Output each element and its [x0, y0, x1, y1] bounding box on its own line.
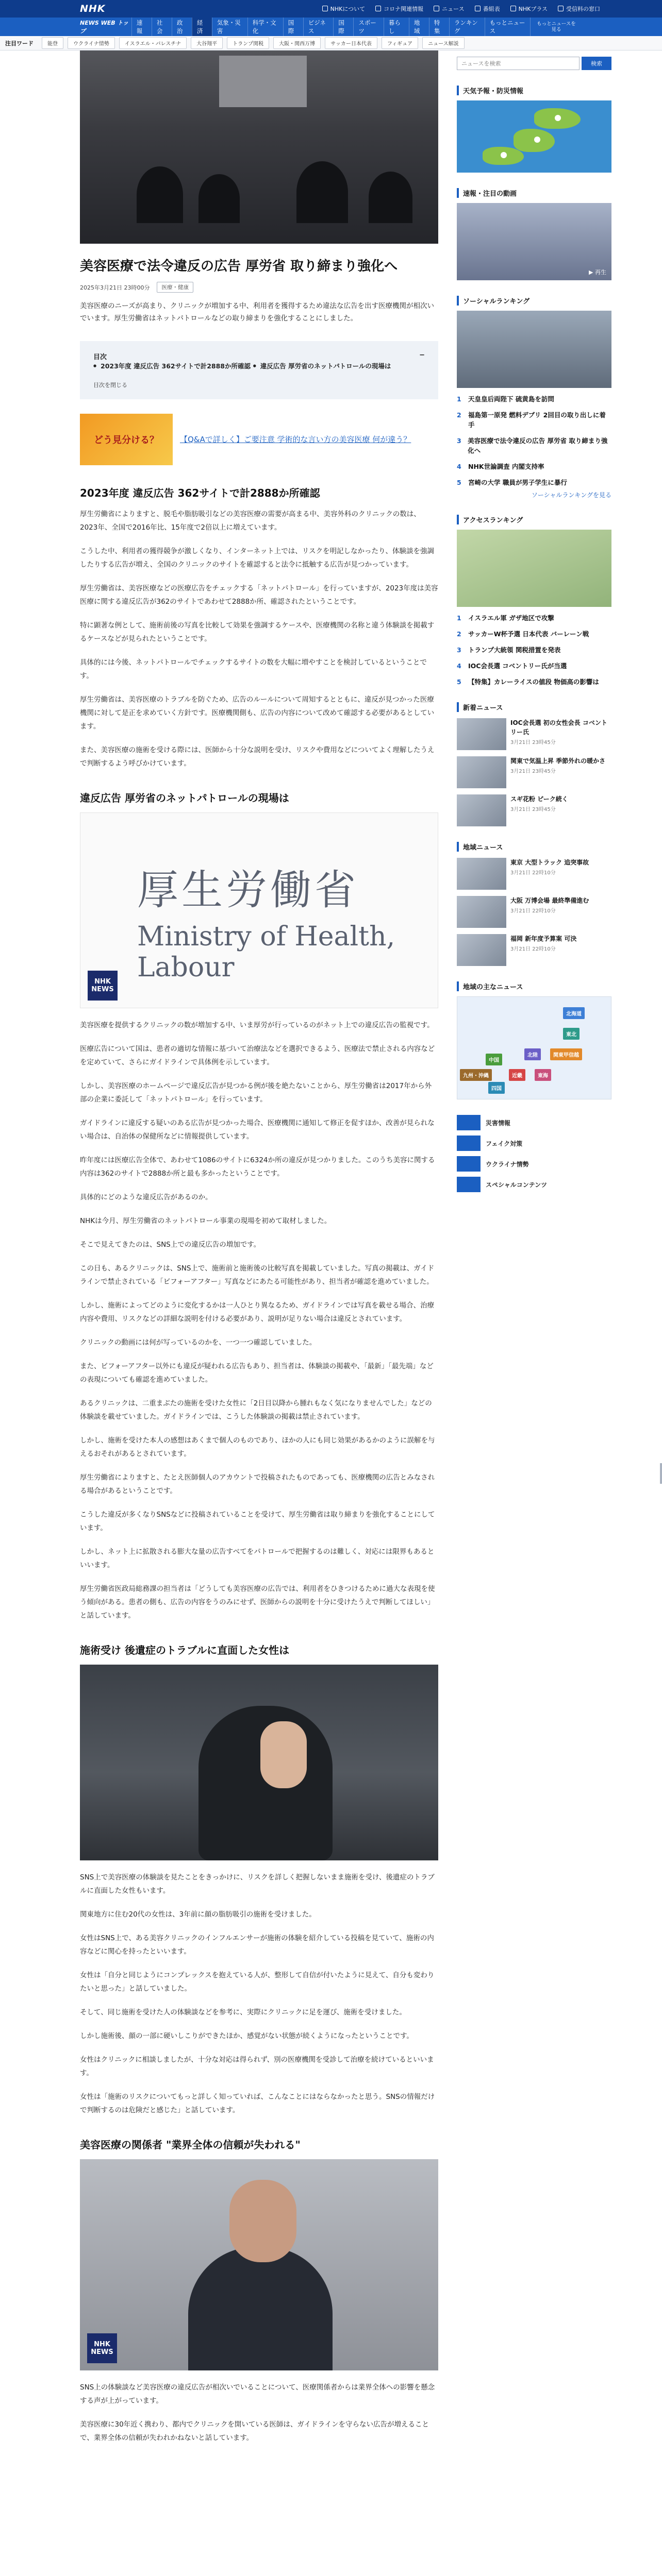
region-kinki[interactable]: 近畿 — [509, 1069, 525, 1081]
qa-banner[interactable] — [80, 414, 438, 465]
shield-icon — [457, 1136, 481, 1151]
paragraph: 厚生労働省は、美容医療などの医療広告をチェックする「ネットパトロール」を行っていますが、2023年度は美容医療に関する違反広告が362のサイトであわせて2888か所、確認されたということです。 — [80, 584, 438, 606]
list-item[interactable]: 1 天皇皇后両陛下 硫黄島を訪問 — [457, 395, 554, 403]
photo-face — [229, 2180, 296, 2262]
paragraph: この日も、あるクリニックは、SNS上で、施術前と施術後の比較写真を掲載していました。写真の掲載は、ガイドラインで禁止されている「ビフォーアフター」写真などにあたる可能性があり、担当者が確認を進めていました。 — [80, 1264, 435, 1286]
paragraph: しかし、施術によってどのように変化するかは一人ひとり異なるため、ガイドラインでは写真を載せる場合、治療内容や費用、リスクなどの詳細な説明を付ける必要があり、説明が足りない場合は違反とされています。 — [80, 1301, 435, 1323]
nhk-logo[interactable]: NHK — [80, 3, 106, 14]
rank-number: 2 — [457, 411, 461, 419]
nav-item-life[interactable]: 暮らし — [384, 18, 409, 36]
news-thumbnail — [457, 756, 506, 788]
nav-item-economy[interactable]: 経済 — [192, 18, 212, 36]
nav-item-more-news[interactable]: もっとニュースを見る — [530, 18, 582, 36]
nav-item-society[interactable]: 社会 — [152, 18, 172, 36]
top-link-corona[interactable]: コロナ関連情報 — [375, 5, 423, 13]
info-icon — [322, 6, 328, 11]
woman-interview-photo — [80, 1665, 438, 1860]
paragraph: 関東地方に住む20代の女性は、3年前に顔の脂肪吸引の施術を受けました。 — [80, 1910, 316, 1919]
list-item[interactable]: 3 美容医療で法令違反の広告 厚労省 取り締まり強化へ — [457, 437, 608, 454]
trending-tag[interactable]: フィギュア — [382, 37, 418, 49]
toc-close-button[interactable]: 目次を閉じる — [93, 382, 127, 388]
featured-video[interactable] — [457, 203, 611, 280]
trending-tag[interactable]: サッカー日本代表 — [325, 37, 377, 49]
region-hokuriku[interactable]: 北陸 — [524, 1048, 541, 1060]
mhlw-sign-photo — [80, 812, 438, 1008]
nav-item-more[interactable]: もっとニュース — [485, 18, 530, 36]
main-nav — [0, 18, 662, 36]
weather-section — [457, 86, 611, 173]
trending-tag[interactable]: 大阪・関西万博 — [273, 37, 321, 49]
paragraph: SNS上で美容医療の体験談を見たことをきっかけに、リスクを詳しく把握しないまま施術を受け、後遺症のトラブルに直面した女性もいます。 — [80, 1873, 435, 1895]
section-title[interactable]: アクセスランキング — [457, 515, 611, 524]
nav-item-international-2[interactable]: 国際 — [333, 18, 353, 36]
list-item[interactable]: IOC会長選 初の女性会長 コベントリー氏 3月21日 23時45分 — [457, 718, 611, 750]
list-item[interactable]: 4 IOC会長選 コベントリー氏が当選 — [457, 662, 567, 670]
search-input[interactable] — [457, 57, 580, 70]
section-title[interactable]: 地域ニュース — [457, 842, 611, 852]
article-category-tag[interactable]: 医療・健康 — [157, 282, 193, 293]
mhlw-sign-jp: 厚生労働省 — [137, 866, 359, 914]
trending-tag[interactable]: 能登 — [42, 37, 63, 49]
info-icon — [375, 6, 381, 11]
quick-link-ukraine[interactable]: ウクライナ情勢 — [457, 1156, 611, 1172]
nav-brand[interactable]: NEWS WEB トップ — [80, 20, 129, 35]
region-map-section — [457, 981, 611, 1099]
mhlw-sign-en: Ministry of Health, Labour — [137, 921, 395, 983]
quick-link-fake[interactable]: フェイク対策 — [457, 1136, 611, 1151]
trending-tag[interactable]: トランプ関税 — [227, 37, 269, 49]
paragraph: 美容医療に30年近く携わり、都内でクリニックを開いている医師は、ガイドラインを守らない広告が増えることで、業界全体の信頼が失われかねないと話しています。 — [80, 2420, 429, 2442]
top-link-schedule[interactable]: 番組表 — [475, 5, 500, 13]
paragraph: こうした中、利用者の獲得競争が激しくなり、インターネット上では、リスクを明記しなかったり、体験談を強調したりする広告が増え、全国のクリニックのサイトを確認すると法令に抵触する広告が見つかっています。 — [80, 547, 435, 569]
region-tohoku[interactable]: 東北 — [563, 1028, 580, 1040]
nav-item-ranking[interactable]: ランキング — [449, 18, 485, 36]
list-item[interactable]: 5 【特集】カレーライスの値段 物価高の影響は — [457, 678, 599, 686]
list-item[interactable]: 4 NHK世論調査 内閣支持率 — [457, 463, 544, 470]
paragraph: 厚生労働省によりますと、脱毛や脂肪吸引などの美容医療の需要が高まる中、美容外科のクリニックの数は、2023年、全国で2016年比、15年度で2倍以上に増えています。 — [80, 510, 421, 532]
paragraph: 女性はクリニックに相談しましたが、十分な対応は得られず、別の医療機関を受診して治療を続けているといいます。 — [80, 2056, 434, 2077]
list-item[interactable]: 大阪 万博会場 最終準備進む 3月21日 22時10分 — [457, 896, 611, 928]
list-item[interactable]: 1 イスラエル軍 ガザ地区で攻撃 — [457, 614, 554, 622]
section-title[interactable]: ソーシャルランキング — [457, 296, 611, 306]
list-item[interactable]: 関東で気温上昇 季節外れの暖かさ 3月21日 23時45分 — [457, 756, 611, 788]
trending-label: 注目ワード — [5, 40, 34, 47]
more-ranking-link[interactable]: ソーシャルランキングを見る — [531, 492, 611, 499]
rank-number: 5 — [457, 479, 461, 486]
paragraph: こうした違反が多くなりSNSなどに投稿されていることを受けて、厚生労働省は取り締まりを強化することにしています。 — [80, 1511, 435, 1532]
paragraph: しかし、施術を受けた本人の感想はあくまで個人のものであり、ほかの人にも同じ効果があるかのように誤解を与えるおそれがあるとされています。 — [80, 1436, 435, 1458]
paragraph: NHKは今月、厚生労働省のネットパトロール事業の現場を初めて取材しました。 — [80, 1217, 332, 1225]
article-meta — [80, 282, 438, 293]
hero-silhouette — [369, 172, 412, 223]
section-title[interactable]: 速報・注目の動画 — [457, 188, 611, 198]
rank-number: 2 — [457, 630, 461, 638]
top-links — [322, 5, 600, 13]
qa-image: どう見分ける？ — [80, 414, 173, 465]
access-ranking-section — [457, 515, 611, 687]
section-heading: 違反広告 厚労省のネットパトロールの現場は — [80, 792, 289, 804]
quick-link-special[interactable]: スペシャルコンテンツ — [457, 1177, 611, 1192]
hero-silhouette — [296, 161, 348, 223]
region-map — [457, 996, 611, 1099]
globe-icon — [457, 1156, 481, 1172]
paragraph: しかし、ネット上に拡散される膨大な量の広告すべてをパトロールで把握するのは難しく、対応には限界もあるといいます。 — [80, 1548, 435, 1569]
scrollbar-thumb[interactable] — [660, 1463, 662, 1484]
play-icon — [510, 6, 516, 11]
news-thumbnail — [457, 934, 506, 966]
region-kanto[interactable]: 関東甲信越 — [550, 1048, 582, 1060]
paragraph: あるクリニックは、二重まぶたの施術を受けた女性に「2日目以降から腫れもなく気になりませんでした」などの体験談を載せていました。ガイドラインでは、こうした体験談の掲載は禁止されています。 — [80, 1399, 432, 1421]
paragraph: しかし施術後、顔の一部に硬いしこりができたほか、感覚がない状態が続くようになったということです。 — [80, 2032, 413, 2040]
toc-item[interactable]: ● 違反広告 厚労省のネットパトロールの現場は — [253, 362, 391, 370]
rank-number: 3 — [457, 437, 461, 445]
photo-hand — [260, 1721, 307, 1788]
nav-item-breaking[interactable]: 速報 — [131, 18, 152, 36]
section-title: 地域の主なニュース — [457, 981, 611, 991]
nhk-news-badge: NHK NEWS — [88, 971, 118, 1001]
article — [80, 50, 438, 2455]
top-link-news[interactable]: ニュース — [434, 5, 464, 13]
paragraph: また、美容医療の施術を受ける際には、医師から十分な説明を受け、リスクや費用などについてよく理解したうえで判断するよう呼びかけています。 — [80, 746, 435, 768]
list-item[interactable]: 2 福島第一原発 燃料デブリ 2回目の取り出しに着手 — [457, 411, 606, 429]
rank-number: 3 — [457, 646, 461, 654]
doctor-interview-photo — [80, 2159, 438, 2370]
section-heading: 美容医療の関係者 "業界全体の信頼が失われる" — [80, 2139, 301, 2151]
top-header — [0, 0, 662, 18]
nhk-news-badge: NHK NEWS — [87, 2333, 117, 2363]
video-section — [457, 188, 611, 280]
news-thumbnail — [457, 794, 506, 826]
region-kyushu[interactable]: 九州・沖縄 — [460, 1069, 492, 1081]
search-button[interactable]: 検索 — [582, 57, 611, 70]
paragraph: 厚生労働省は、美容医療のトラブルを防ぐため、広告のルールについて周知するとともに、違反が見つかった医療機関に対して是正を求めていく方針です。医療機関側も、広告の内容について改めて確認する必要があるとしています。 — [80, 696, 435, 731]
trending-tag[interactable]: ニュース解説 — [422, 37, 465, 49]
paragraph: 美容医療を提供するクリニックの数が増加する中、いま厚労が行っているのがネット上での違反広告の監視です。 — [80, 1021, 434, 1029]
region-shikoku[interactable]: 四国 — [488, 1082, 505, 1094]
sidebar — [457, 50, 611, 2455]
list-item[interactable]: 福岡 新年度予算案 可決 3月21日 22時10分 — [457, 934, 611, 966]
hero-silhouette — [198, 174, 240, 223]
play-icon[interactable]: ▶ 再生 — [589, 269, 606, 276]
access-ranking-image[interactable] — [457, 530, 611, 607]
paragraph: そして、同じ施術を受けた人の体験談などを参考に、実際にクリニックに足を運び、施術を受けました。 — [80, 2008, 406, 2016]
list-item[interactable]: 3 トランプ大統領 関税措置を発表 — [457, 646, 561, 654]
paragraph: 具体的にどのような違反広告があるのか。 — [80, 1193, 212, 1201]
hero-screen — [219, 56, 307, 107]
section-heading: 2023年度 違反広告 362サイトで計2888か所確認 — [80, 487, 320, 499]
paragraph: ガイドラインに違反する疑いのある広告が見つかった場合、医療機関に通知して修正を促すほか、改善が見られない場合は、自治体の保健所などに情報提供しています。 — [80, 1119, 435, 1141]
rank-number: 4 — [457, 463, 461, 470]
top-link-about[interactable]: NHKについて — [322, 5, 366, 13]
paragraph: 医療広告について国は、患者の適切な情報に基づいて治療法などを選択できるよう、医療法で禁止される内容などを定めていて、さらにガイドラインで具体例を示しています。 — [80, 1045, 435, 1066]
paragraph: そこで見えてきたのは、SNS上での違反広告の増加です。 — [80, 1241, 261, 1249]
quick-links-section — [457, 1115, 611, 1192]
paragraph: 女性はSNS上で、ある美容クリニックのインフルエンサーが施術の体験を紹介している投稿を見ていて、施術の内容などに関心を持ったといいます。 — [80, 1934, 434, 1956]
list-item[interactable]: 東京 大型トラック 追突事故 3月21日 22時10分 — [457, 858, 611, 890]
nav-item-science[interactable]: 科学・文化 — [247, 18, 283, 36]
rank-number: 4 — [457, 662, 461, 670]
paragraph: 女性は「自分と同じようにコンプレックスを抱えている人が、整形して自信が付いたように見えて、自分も変わりたいと思った」と話していました。 — [80, 1971, 435, 1993]
nav-item-politics[interactable]: 政治 — [172, 18, 192, 36]
trending-tag[interactable]: イスラエル・パレスチナ — [119, 37, 187, 49]
rank-number: 1 — [457, 614, 461, 622]
top-link-fee[interactable]: 受信料の窓口 — [558, 5, 600, 13]
toc-toggle-icon[interactable]: − — [419, 351, 425, 359]
rank-number: 1 — [457, 395, 461, 403]
paragraph: 女性は「施術のリスクについてもっと詳しく知っていれば、こんなことにはならなかったと思う。SNSの情報だけで判断するのは危険だと感じた」と話しています。 — [80, 2093, 435, 2114]
region-tokai[interactable]: 東海 — [535, 1069, 551, 1081]
nav-item-feature[interactable]: 特集 — [429, 18, 449, 36]
social-ranking-image[interactable] — [457, 311, 611, 388]
photo-body — [188, 2247, 333, 2370]
table-of-contents — [80, 341, 438, 399]
paragraph: クリニックの動画には何が写っているのかを、一つ一つ確認していました。 — [80, 1338, 317, 1347]
star-icon — [457, 1177, 481, 1192]
paragraph: しかし、美容医療のホームページで違反広告が見つかる例が後を絶たないことから、厚生労働省は2017年から外部の企業に委託して「ネットパトロール」を行っています。 — [80, 1082, 432, 1104]
rank-number: 5 — [457, 678, 461, 686]
weather-sunny-icon — [534, 137, 540, 143]
weather-map[interactable] — [457, 100, 611, 173]
calendar-icon — [475, 6, 481, 11]
qa-link[interactable]: 【Q&Aで詳しく】ご要注意 学術的な言い方の美容医療 何が違う？ — [180, 435, 411, 444]
weather-sunny-icon — [555, 115, 561, 121]
local-news-section — [457, 842, 611, 966]
paragraph: 特に顕著な例として、施術前後の写真を比較して効果を強調するケースや、医療機関の名称と違う体験談を掲載するケースなどが見られたということです。 — [80, 621, 435, 643]
quick-link-disaster[interactable]: 災害情報 — [457, 1115, 611, 1130]
trending-tag[interactable]: ウクライナ情勢 — [68, 37, 115, 49]
article-date: 2025年3月21日 23時00分 — [80, 284, 150, 291]
paragraph: 厚生労働省によりますと、たとえ医師個人のアカウントで投稿されたものであっても、医療機関の広告とみなされる場合があるということです。 — [80, 1473, 435, 1495]
region-hokkaido[interactable]: 北海道 — [563, 1007, 585, 1019]
search-box — [457, 57, 611, 70]
paragraph: 具体的には今後、ネットパトロールでチェックするサイトの数を大幅に増やすことを検討しているということです。 — [80, 658, 427, 680]
news-thumbnail — [457, 896, 506, 928]
trending-words-bar — [0, 36, 662, 50]
section-heading: 施術受け 後遺症のトラブルに直面した女性は — [80, 1644, 290, 1656]
nav-item-sports[interactable]: スポーツ — [353, 18, 384, 36]
weather-sunny-icon — [501, 152, 507, 158]
toc-item[interactable]: ● 2023年度 違反広告 362サイトで計2888か所確認 — [93, 362, 251, 370]
paragraph: 昨年度には医療広告全体で、あわせて1086のサイトに6324か所の違反が見つかりました。このうち美容に関する内容は362のサイトで2888か所と最も多かったということです。 — [80, 1156, 435, 1178]
region-chugoku[interactable]: 中国 — [486, 1054, 502, 1065]
list-item[interactable]: 2 サッカーW杯予選 日本代表 バーレーン戦 — [457, 630, 589, 638]
section-title[interactable]: 新着ニュース — [457, 702, 611, 712]
hero-silhouette — [137, 166, 183, 223]
list-item[interactable]: 5 宮崎の大学 職員が男子学生に暴行 — [457, 479, 567, 486]
top-link-nhkplus[interactable]: NHKプラス — [510, 5, 548, 13]
paragraph: SNS上の体験談など美容医療の違反広告が相次いでいることについて、医療関係者からは業界全体への影響を懸念する声が上がっています。 — [80, 2383, 435, 2405]
nav-item-region[interactable]: 地域 — [409, 18, 429, 36]
hero-image — [80, 50, 438, 244]
news-thumbnail — [457, 858, 506, 890]
nav-item-international[interactable]: 国際 — [283, 18, 303, 36]
paragraph: 厚生労働省医政局総務課の担当者は「どうしても美容医療の広告では、利用者をひきつけるために過大な表現を使う傾向がある。患者の側も、広告の内容をうのみにせず、医師からの説明を十分に受けたうえで判断してほしい」と話しています。 — [80, 1585, 435, 1620]
article-lead: 美容医療のニーズが高まり、クリニックが増加する中、利用者を獲得するため違法な広告を出す医療機関が相次いでいます。厚生労働省はネットパトロールなどの取り締まりを強化することにしました。 — [80, 302, 435, 323]
news-thumbnail — [457, 718, 506, 750]
new-news-section — [457, 702, 611, 826]
list-item[interactable]: スギ花粉 ピーク続く 3月21日 23時45分 — [457, 794, 611, 826]
page-body — [0, 50, 662, 2455]
toc-title: 目次 — [93, 353, 107, 361]
section-title[interactable]: 天気予報・防災情報 — [457, 86, 611, 95]
window-icon — [558, 6, 564, 11]
disaster-icon — [457, 1115, 481, 1130]
toc-header — [93, 351, 425, 361]
article-title: 美容医療で法令違反の広告 厚労省 取り締まり強化へ — [80, 259, 398, 274]
news-icon — [434, 6, 439, 11]
nav-item-business[interactable]: ビジネス — [303, 18, 334, 36]
paragraph: また、ビフォーアフター以外にも違反が疑われる広告もあり、担当者は、体験談の掲載や、「最新」「最先端」などの表現についても確認を進めていました。 — [80, 1362, 434, 1384]
trending-tag[interactable]: 大谷翔平 — [191, 37, 223, 49]
nav-item-weather[interactable]: 気象・災害 — [212, 18, 247, 36]
social-ranking-section — [457, 296, 611, 499]
